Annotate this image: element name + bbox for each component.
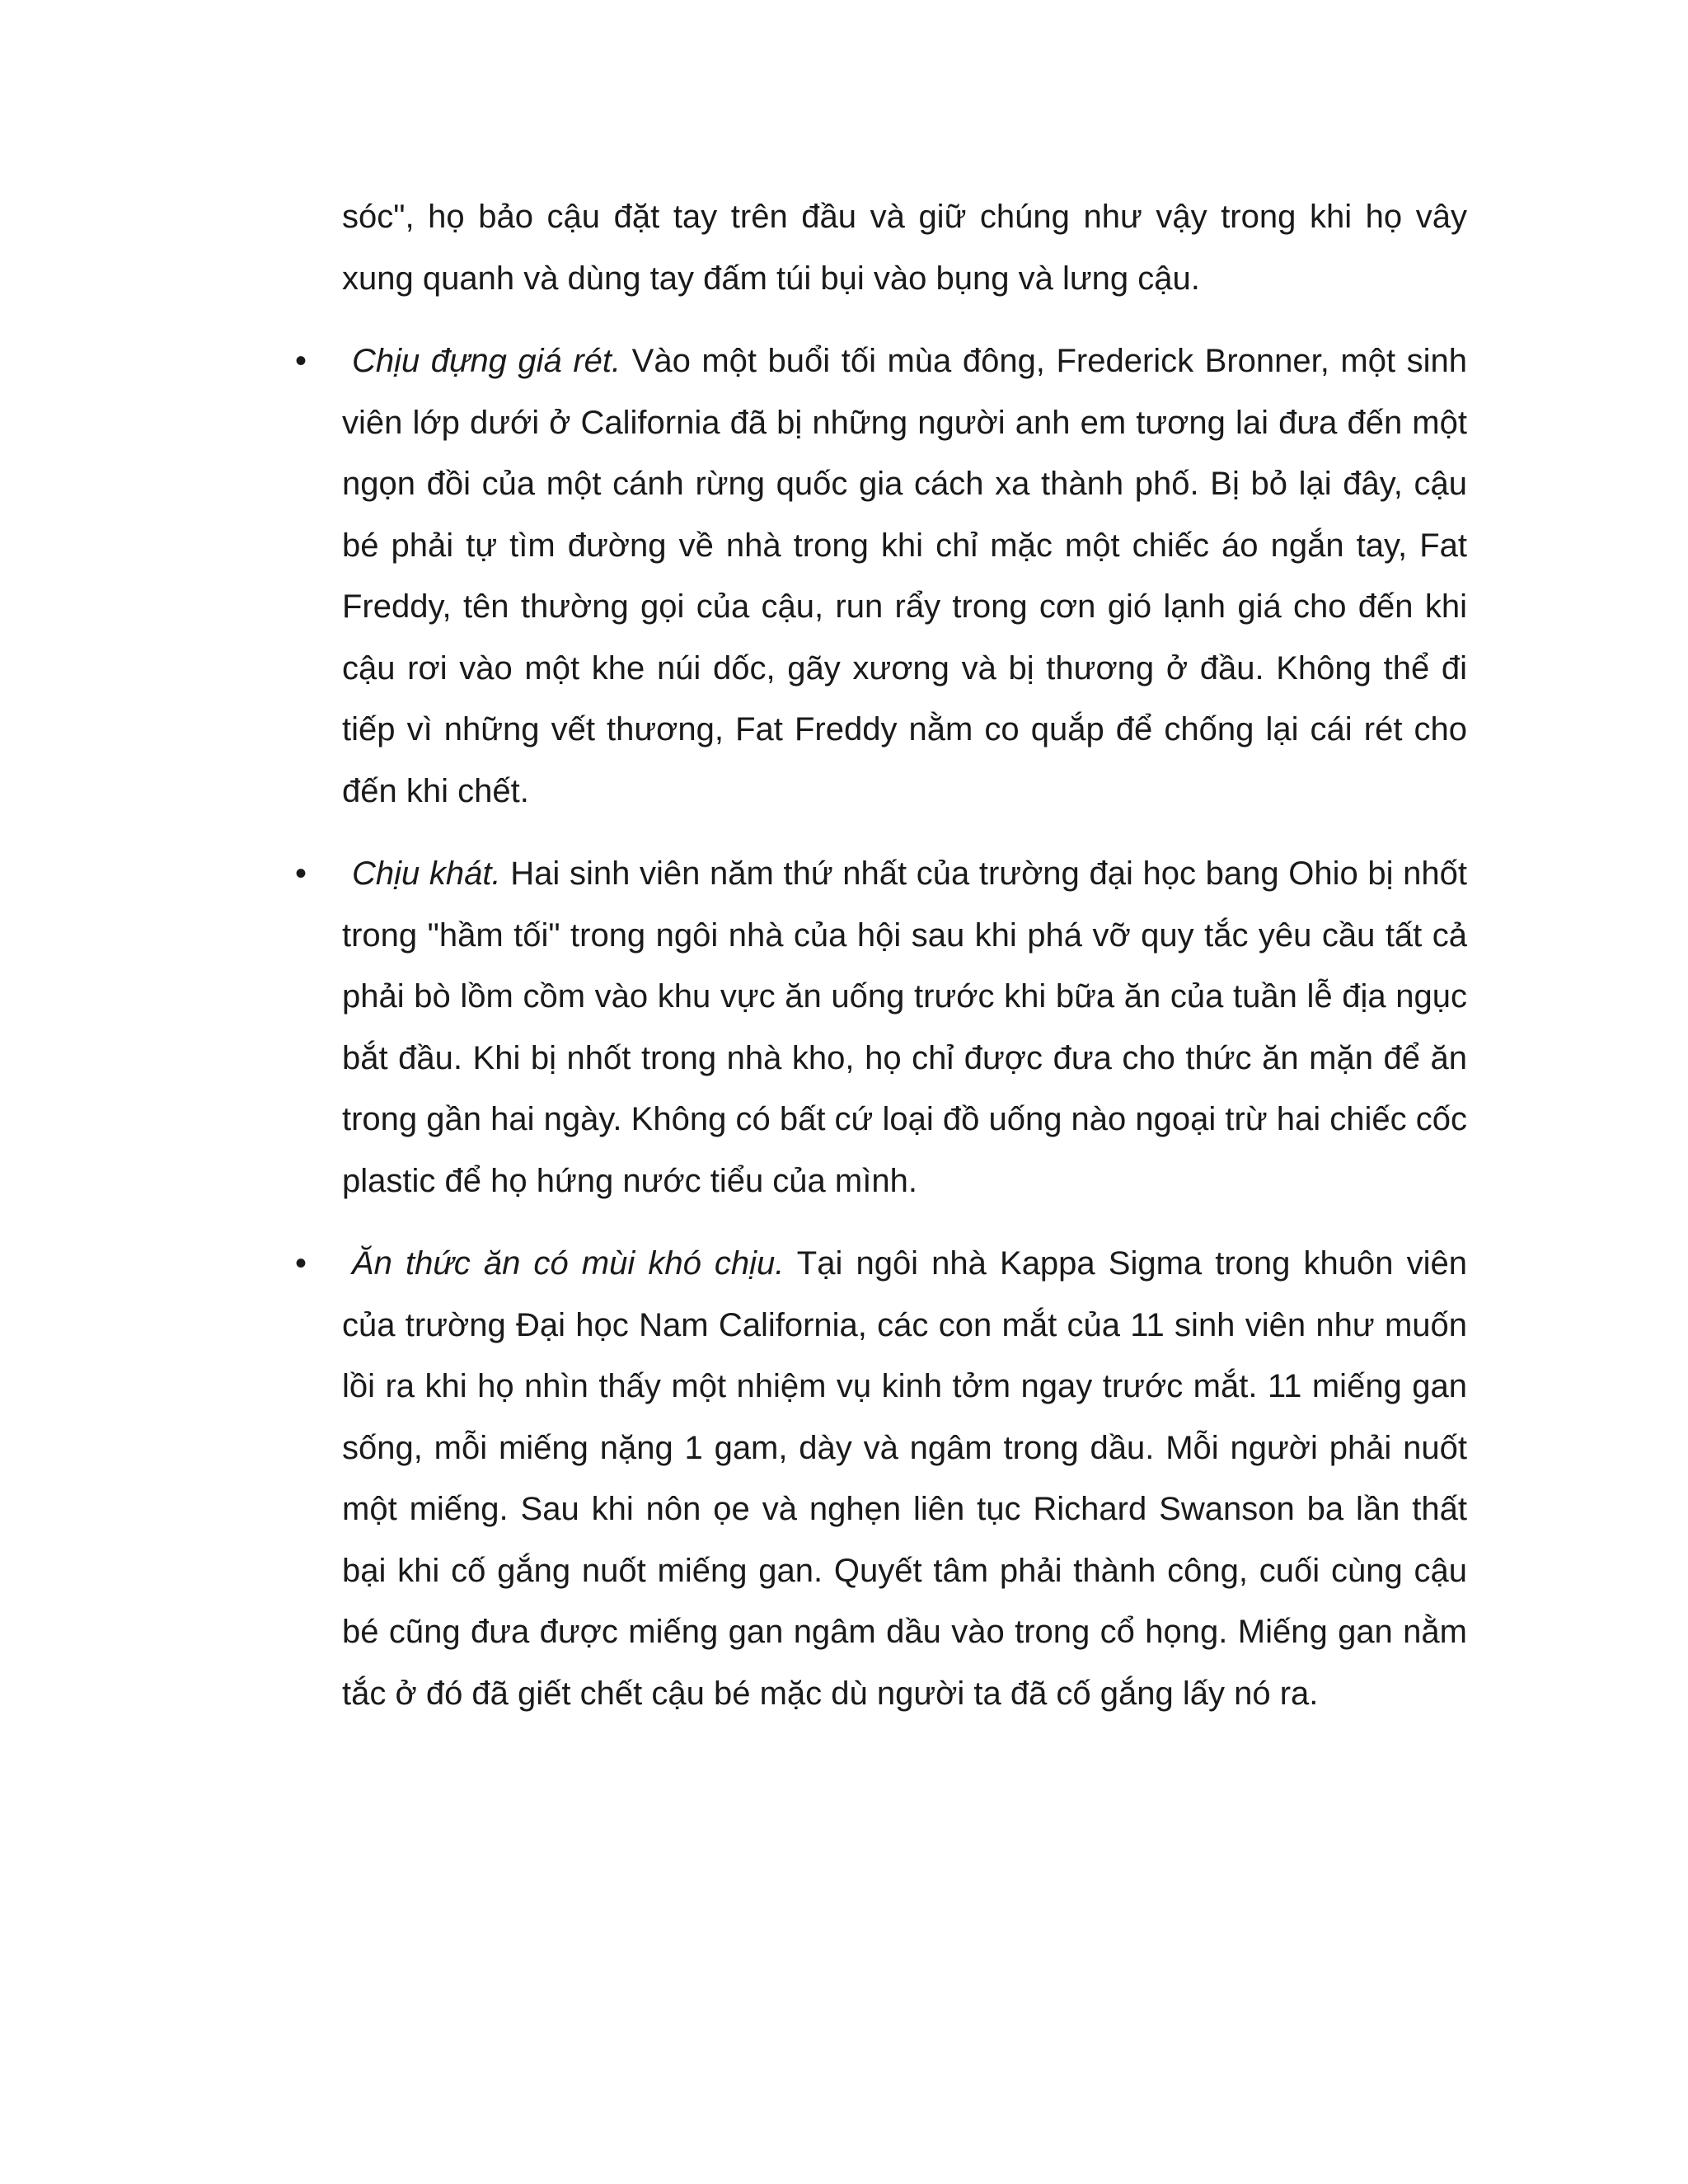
item-text: Tại ngôi nhà Kappa Sigma trong khuôn viên của trường Đại học Nam California, các con mắt của 11 sinh viên như muốn lồi ra khi họ nhìn thấy một nhiệm vụ kinh tởm ngay trước mắt. 11 miếng gan sống, mỗi miếng nặng 1 gam, dày và ngâm trong dầu. Mỗi người phải nuốt một miếng. Sau khi nôn ọe và nghẹn liên tục Richard Swanson ba lần thất bại khi cố gắng nuốt miếng gan. Quyết tâm phải thành công, cuối cùng cậu bé cũng đưa được miếng gan ngâm dầu vào trong cổ họng. Miếng gan nằm tắc ở đó đã giết chết cậu bé mặc dù người ta đã cố gắng lấy nó ra. bbox=[342, 1245, 1467, 1712]
bullet-icon: • bbox=[295, 343, 307, 379]
list-item bbox=[295, 843, 1467, 1212]
item-lead: Ăn thức ăn có mùi khó chịu. bbox=[352, 1245, 785, 1282]
item-lead: Chịu đựng giá rét. bbox=[352, 343, 621, 379]
item-text: Vào một buổi tối mùa đông, Frederick Bronner, một sinh viên lớp dưới ở California đã bị những người anh em tương lai đưa đến một ngọn đồi của một cánh rừng quốc gia cách xa thành phố. Bị bỏ lại đây, cậu bé phải tự tìm đường về nhà trong khi chỉ mặc một chiếc áo ngắn tay, Fat Freddy, tên thường gọi của cậu, run rẩy trong cơn gió lạnh giá cho đến khi cậu rơi vào một khe núi dốc, gãy xương và bị thương ở đầu. Không thể đi tiếp vì những vết thương, Fat Freddy nằm co quắp để chống lại cái rét cho đến khi chết. bbox=[342, 343, 1468, 809]
item-text: Hai sinh viên năm thứ nhất của trường đại học bang Ohio bị nhốt trong "hầm tối" trong ngôi nhà của hội sau khi phá vỡ quy tắc yêu cầu tất cả phải bò lồm cồm vào khu vực ăn uống trước khi bữa ăn của tuần lễ địa ngục bắt đầu. Khi bị nhốt trong nhà kho, họ chỉ được đưa cho thức ăn mặn để ăn trong gần hai ngày. Không có bất cứ loại đồ uống nào ngoại trừ hai chiếc cốc plastic để họ hứng nước tiểu của mình. bbox=[342, 855, 1467, 1199]
document-body bbox=[295, 186, 1468, 1724]
list-item bbox=[295, 330, 1468, 822]
bullet-icon: • bbox=[295, 855, 307, 892]
bullet-icon: • bbox=[295, 1245, 307, 1282]
item-lead: Chịu khát. bbox=[352, 855, 501, 892]
intro-paragraph: sóc", họ bảo cậu đặt tay trên đầu và giữ chúng như vậy trong khi họ vây xung quanh và dùng tay đấm túi bụi vào bụng và lưng cậu. bbox=[342, 199, 1467, 297]
list-item bbox=[295, 1233, 1467, 1724]
hazing-list bbox=[295, 330, 1468, 1724]
